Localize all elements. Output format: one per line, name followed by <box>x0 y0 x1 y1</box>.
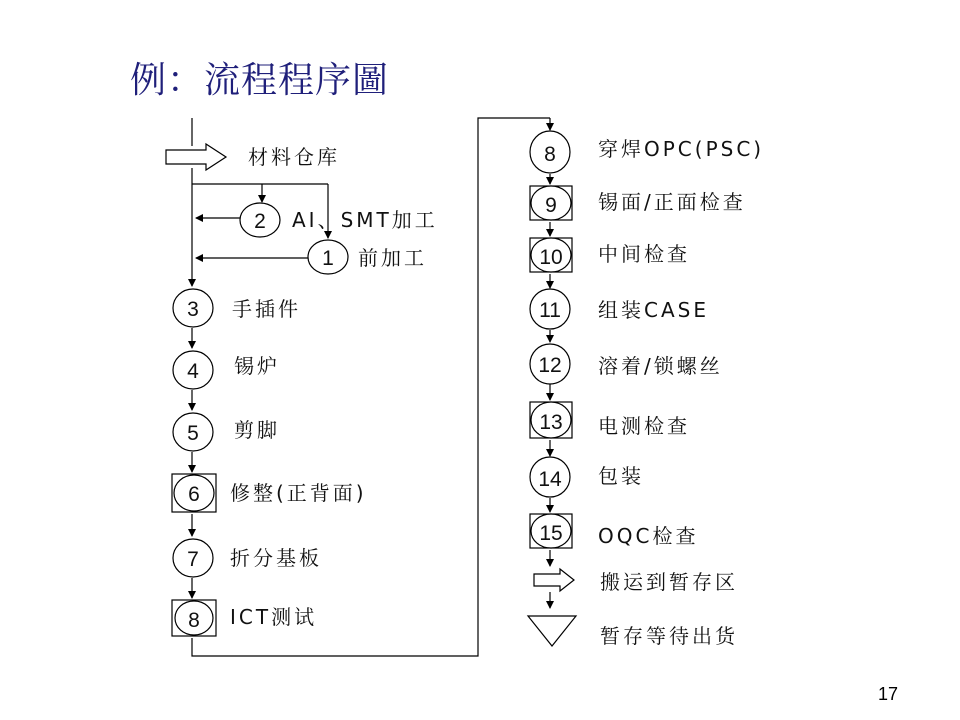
right-step-10 <box>530 238 690 272</box>
step-label: 锡炉 <box>234 354 280 378</box>
step-number: 3 <box>187 298 199 321</box>
left-step-6 <box>172 474 367 512</box>
step-label: 组装CASE <box>598 298 709 322</box>
step-number: 8 <box>188 609 200 632</box>
step-label: 锡面/正面检查 <box>598 190 746 214</box>
storage-triangle-icon <box>528 616 576 646</box>
step-number: 11 <box>539 299 561 322</box>
right-step-13 <box>530 402 690 438</box>
storage-step <box>528 616 738 648</box>
left-step-1 <box>308 240 427 274</box>
left-step-2 <box>240 203 438 237</box>
step-label: 前加工 <box>358 246 427 270</box>
step-label: 手插件 <box>232 297 301 321</box>
left-step-8 <box>172 600 317 636</box>
step-number: 15 <box>539 522 563 545</box>
left-step-7 <box>173 539 322 577</box>
left-step-3 <box>173 289 301 327</box>
right-step-15 <box>530 514 698 548</box>
right-step-8 <box>530 131 764 173</box>
step-label: 穿焊OPC(PSC) <box>598 137 765 161</box>
step-label: 剪脚 <box>234 418 280 442</box>
step-label: 修整(正背面) <box>230 481 367 505</box>
right-step-14 <box>530 457 644 497</box>
transport-arrow-icon <box>534 569 574 591</box>
step-label: OQC检查 <box>598 524 699 548</box>
right-step-11 <box>530 289 709 329</box>
step-number: 10 <box>539 246 563 269</box>
step-number: 4 <box>187 360 199 383</box>
transport-label: 搬运到暂存区 <box>600 570 738 594</box>
step-number: 6 <box>188 483 200 506</box>
step-label: 包装 <box>598 464 644 488</box>
left-step-4 <box>173 351 280 389</box>
step-number: 9 <box>545 194 557 217</box>
right-step-9 <box>530 186 746 220</box>
step-number: 12 <box>538 354 562 377</box>
storage-label: 暂存等待出货 <box>600 624 738 648</box>
step-label: 中间检查 <box>598 242 690 266</box>
step-label: ICT测试 <box>230 605 318 629</box>
start-label: 材料仓库 <box>248 145 340 169</box>
step-number: 14 <box>538 468 562 491</box>
step-label: 溶着/锁螺丝 <box>598 354 723 378</box>
left-step-5 <box>173 413 280 451</box>
step-label: 折分基板 <box>230 546 322 570</box>
transport-step <box>534 569 738 594</box>
connector-lines <box>192 118 550 656</box>
step-number: 7 <box>187 548 199 571</box>
step-label: 电测检查 <box>598 414 690 438</box>
right-step-12 <box>530 344 723 384</box>
page-number: 17 <box>878 684 899 704</box>
transport-arrow-icon <box>166 144 226 170</box>
step-number: 2 <box>254 210 266 233</box>
start-storage <box>166 144 340 170</box>
step-number: 5 <box>187 422 199 445</box>
step-number: 13 <box>539 411 563 434</box>
step-number: 1 <box>322 247 334 270</box>
step-number: 8 <box>544 143 556 166</box>
slide-title: 例：流程程序圖 <box>130 60 390 101</box>
step-label: AI、SMT加工 <box>292 208 438 232</box>
